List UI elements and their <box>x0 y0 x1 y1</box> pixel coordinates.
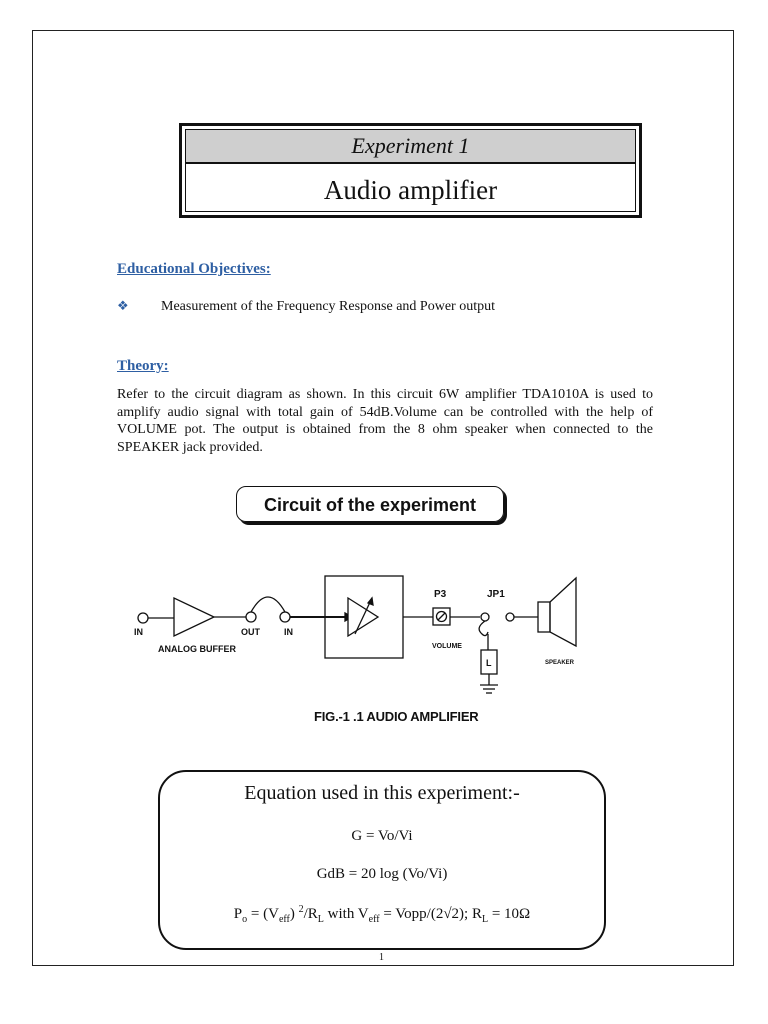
theory-heading: Theory: <box>117 358 169 374</box>
experiment-number: Experiment 1 <box>186 130 635 164</box>
jp1-label: JP1 <box>487 589 505 600</box>
diamond-bullet-icon: ❖ <box>117 298 129 313</box>
circuit-label: Circuit of the experiment <box>236 486 504 522</box>
gain-equation: G = Vo/Vi <box>351 828 413 844</box>
input-jack-2-icon <box>280 612 290 622</box>
in2-label: IN <box>284 627 293 637</box>
circuit-diagram <box>130 568 590 703</box>
volume-label: VOLUME <box>432 643 462 650</box>
equations-box <box>158 770 606 950</box>
output-jack-icon <box>246 612 256 622</box>
input-jack-icon <box>138 613 148 623</box>
power-equation: $P_o = (V_{eff})$ $^2/R_L$ with $V_{eff}$ = Vopp/(2√2); $R_L = 10\Omega$ <box>233 904 531 925</box>
objective-text: Measurement of the Frequency Response and Power output <box>161 299 495 314</box>
p3-label: P3 <box>434 589 447 600</box>
figure-caption: FIG.-1 .1 AUDIO AMPLIFIER <box>314 709 479 724</box>
speaker-label: SPEAKER <box>545 660 575 666</box>
gain-db-equation: GdB = 20 log (Vo/Vi) <box>316 866 448 882</box>
objectives-heading: Educational Objectives: <box>117 261 271 277</box>
equations-title: Equation used in this experiment:- <box>244 782 520 804</box>
out-label: OUT <box>241 627 260 637</box>
jp1-jack-2-icon <box>506 613 514 621</box>
jp1-jack-icon <box>481 613 489 621</box>
buffer-amplifier-icon <box>174 598 214 636</box>
in1-label: IN <box>134 627 143 637</box>
objective-item <box>117 298 495 315</box>
page-title: Audio amplifier <box>323 175 498 205</box>
page-number: 1 <box>379 952 384 963</box>
l-label: L <box>486 658 492 668</box>
theory-paragraph: Refer to the circuit diagram as shown. In this circuit 6W amplifier TDA1010A is used to amplify audio signal with total gain of 54dB.Volume can be controlled with the help of VOLUME pot. The output is obtained from the 8 ohm speaker when connected to the SPEAKER jack provided. <box>117 387 653 455</box>
buffer-label: ANALOG BUFFER <box>158 644 236 654</box>
title-box <box>179 123 642 218</box>
speaker-icon <box>538 602 550 632</box>
